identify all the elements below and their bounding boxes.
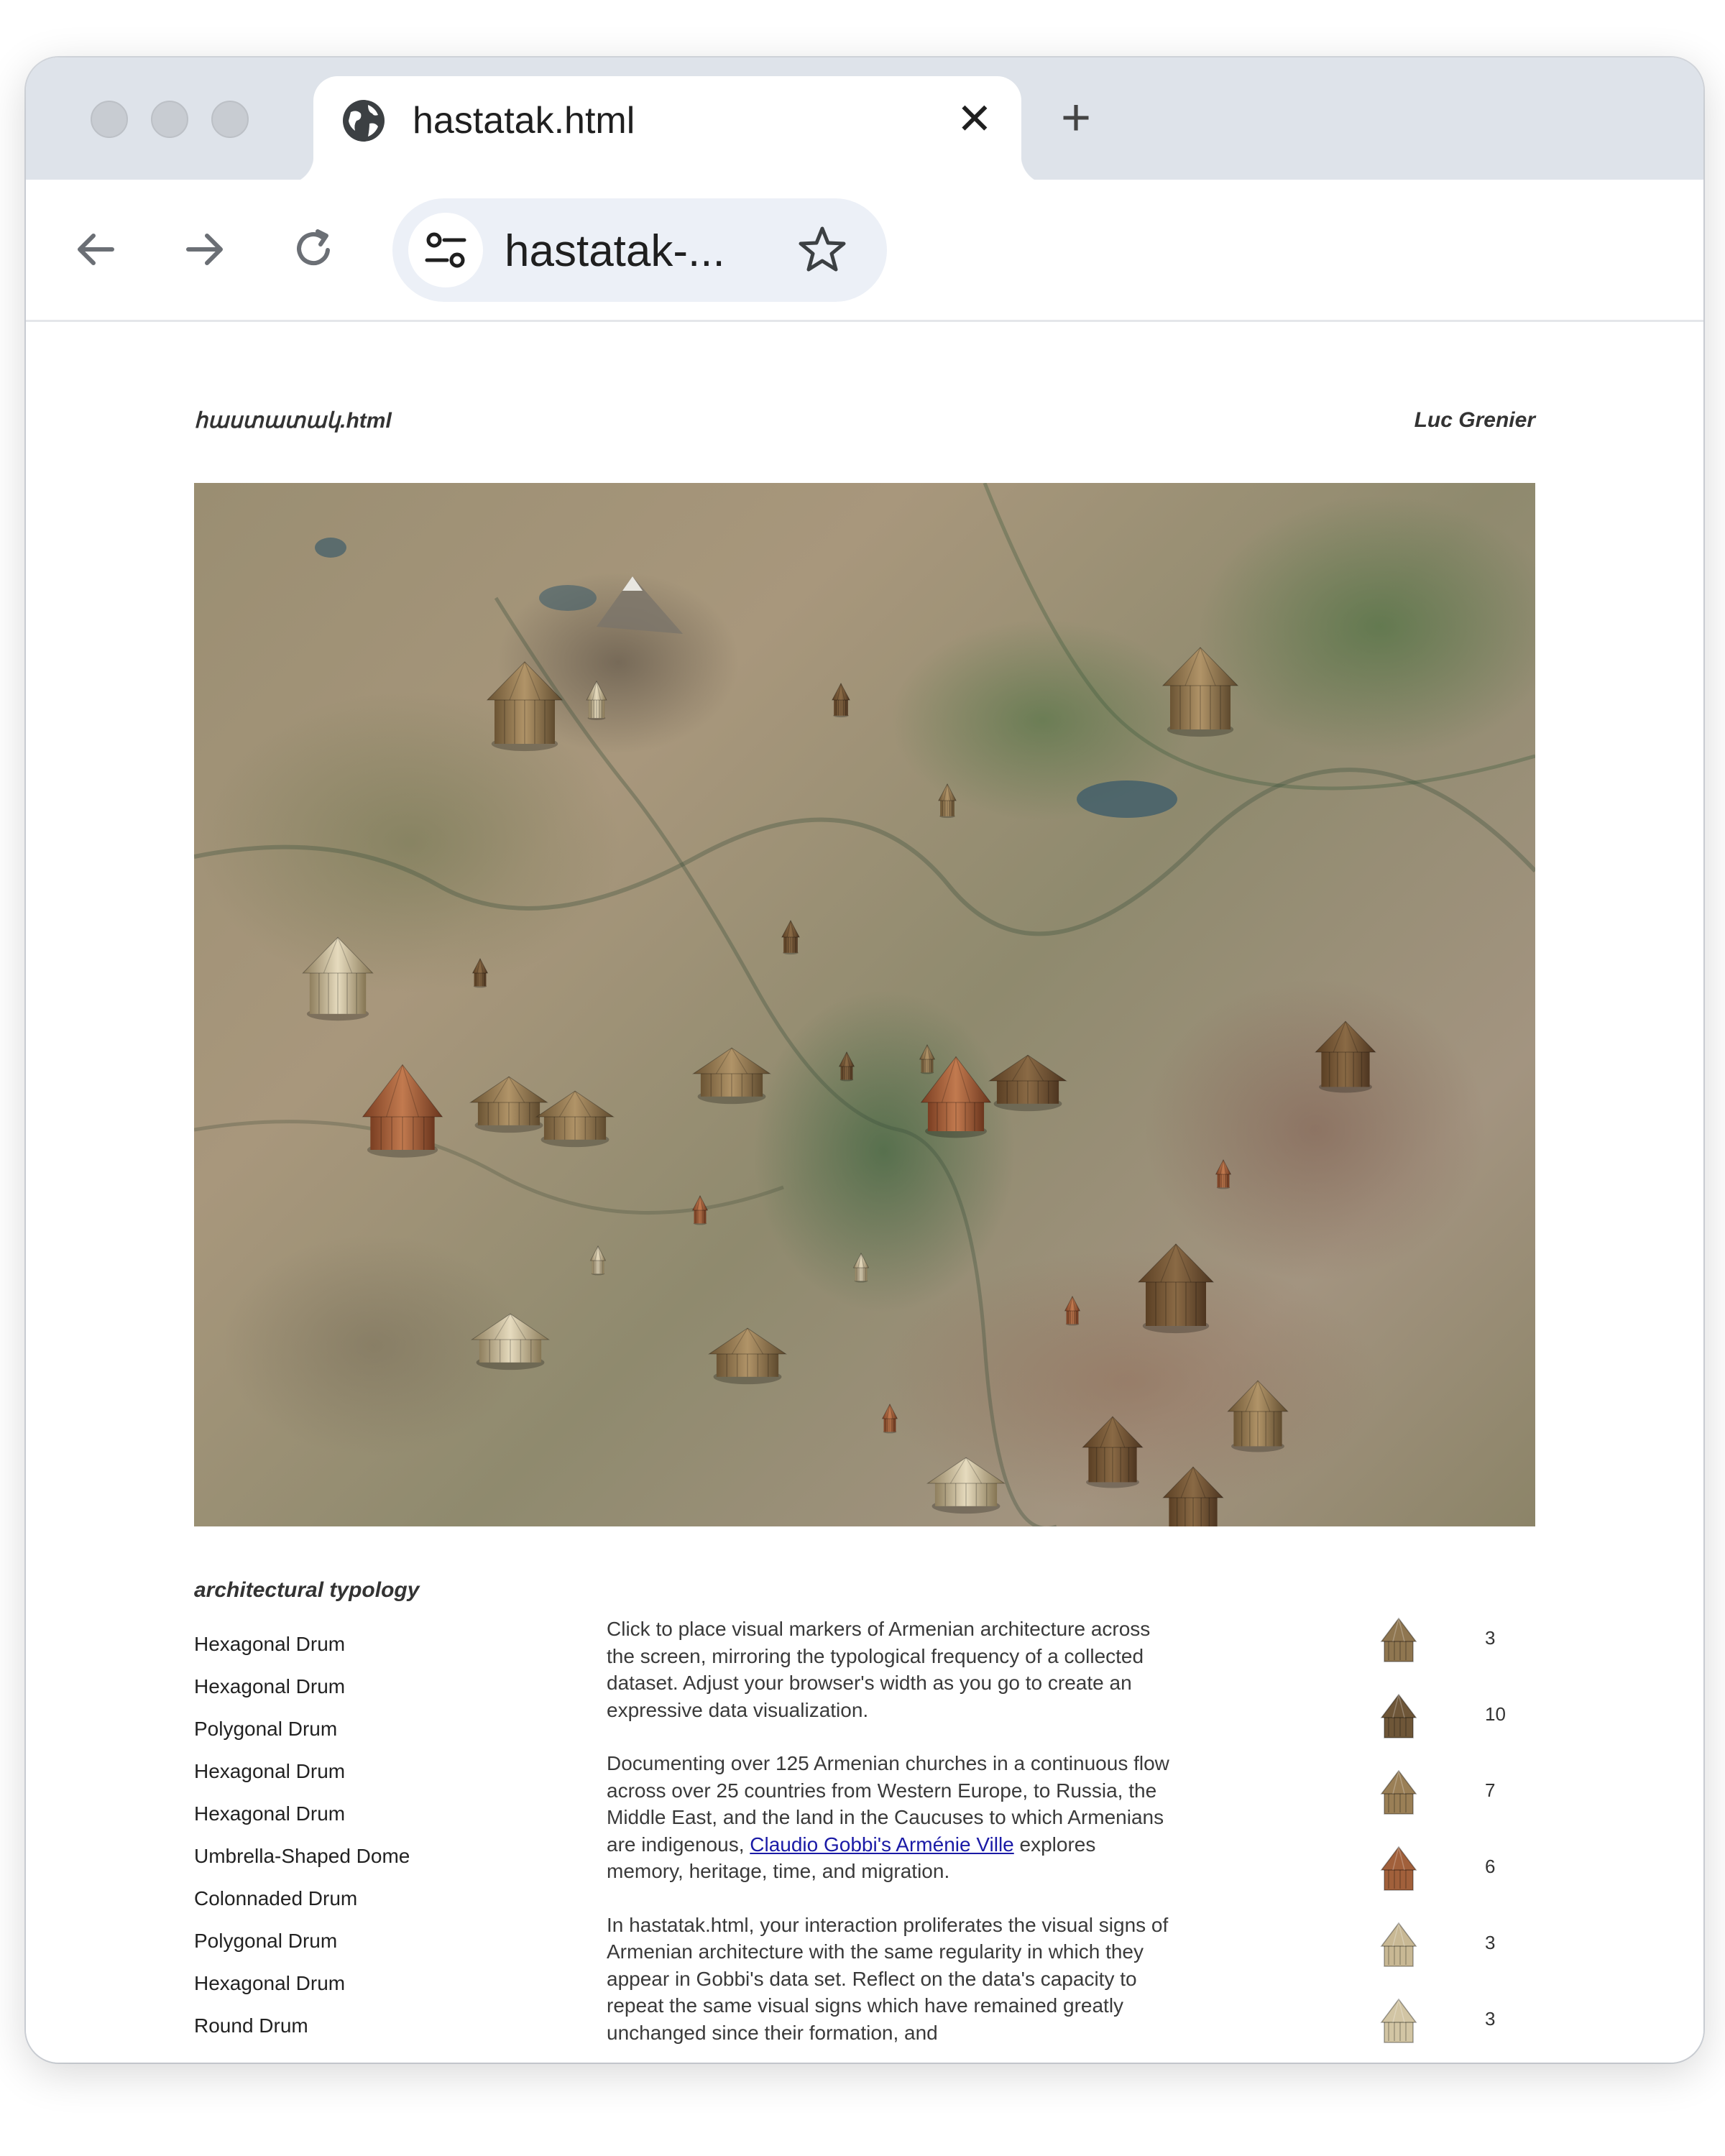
globe-icon <box>341 98 387 144</box>
gobbi-link[interactable]: Claudio Gobbi's Arménie Ville <box>750 1833 1014 1856</box>
typology-item: Polygonal Drum <box>194 1718 338 1740</box>
church-marker <box>883 1404 898 1433</box>
legend-row <box>1377 1920 1521 1996</box>
satellite-map-canvas[interactable] <box>194 483 1535 1526</box>
typology-item: Hexagonal Drum <box>194 1972 346 1994</box>
church-marker <box>363 1065 443 1158</box>
legend-count: 7 <box>1485 1779 1496 1801</box>
typology-item: Umbrella-Shaped Dome <box>194 1845 410 1867</box>
church-marker-icon <box>1377 1844 1420 1894</box>
legend-row <box>1377 1616 1521 1692</box>
typology-item: Hexagonal Drum <box>194 1633 346 1655</box>
mountain-peak <box>597 576 683 634</box>
map-overlay <box>194 483 1535 1526</box>
river <box>496 598 1057 1526</box>
church-marker <box>303 937 372 1021</box>
typology-heading: architectural typology <box>194 1578 420 1602</box>
address-bar[interactable] <box>392 198 887 302</box>
church-marker <box>782 921 799 954</box>
maximize-window-button[interactable] <box>211 101 249 138</box>
church-marker <box>1216 1160 1231 1189</box>
architecture-markers <box>303 648 1375 1526</box>
legend-row <box>1377 1692 1521 1768</box>
description-text: Documenting over 125 Armenian churches in a continuous flow across over 25 countries from Western Europe, to Russia, the Middle East, and the land in the Caucuses to which Armenians are indigenous, <box>607 1752 1169 1856</box>
church-marker-icon <box>1377 1768 1420 1818</box>
church-marker <box>990 1055 1067 1111</box>
browser-toolbar <box>26 180 1703 322</box>
church-marker <box>939 784 956 818</box>
legend-count: 3 <box>1485 1932 1496 1953</box>
river <box>194 1122 783 1213</box>
close-window-button[interactable] <box>91 101 128 138</box>
church-marker <box>854 1253 869 1282</box>
tab-title: hastatak.html <box>413 100 635 142</box>
church-marker-icon <box>1377 1616 1420 1666</box>
minimize-window-button[interactable] <box>151 101 188 138</box>
browser-window <box>26 57 1703 2063</box>
church-marker <box>694 1048 770 1104</box>
typology-item: Round Drum <box>194 2014 308 2037</box>
lake <box>539 585 597 611</box>
description <box>607 1616 1174 2063</box>
church-marker <box>1163 648 1238 737</box>
site-settings-button[interactable] <box>408 213 483 287</box>
description-paragraph-1: Click to place visual markers of Armenian architecture across the screen, mirroring the typological frequency of a collected dataset. Adjust your browser's width as you go to create an expressive data visualization. <box>607 1618 1151 1721</box>
description-paragraph-2 <box>607 1750 1174 1885</box>
description-paragraph-3: In hastatak.html, your interaction proliferates the visual signs of Armenian architecture with the same regularity in which they appear in Gobbi's data set. Reflect on the data's capacity to repeat the same visual signs which have remained greatly unchanged since their formation, and <box>607 1913 1169 2044</box>
church-marker <box>709 1328 786 1384</box>
church-marker <box>832 683 850 717</box>
lake <box>1077 780 1177 818</box>
church-marker <box>591 1246 606 1275</box>
legend-count: 3 <box>1485 2008 1496 2030</box>
river <box>194 770 1535 934</box>
legend-count: 6 <box>1485 1856 1496 1877</box>
church-marker <box>1082 1416 1142 1488</box>
typology-item: Hexagonal Drum <box>194 1760 346 1782</box>
typology-item: Hexagonal Drum <box>194 1802 346 1825</box>
typology-item: Hexagonal Drum <box>194 1675 346 1697</box>
tune-icon <box>408 213 483 287</box>
church-marker <box>1228 1381 1287 1452</box>
church-marker <box>1065 1296 1080 1325</box>
author-name: Luc Grenier <box>1414 408 1535 432</box>
web-page <box>26 322 1703 2063</box>
snow-cap <box>622 576 643 591</box>
window-controls <box>91 101 249 138</box>
new-tab-button[interactable]: + <box>1061 89 1092 147</box>
legend-count: 10 <box>1485 1703 1506 1725</box>
forward-arrow-icon[interactable] <box>180 224 230 275</box>
church-marker <box>840 1052 855 1081</box>
url-text: hastatak-... <box>505 226 725 276</box>
legend-count: 3 <box>1485 1627 1496 1649</box>
church-marker <box>1315 1021 1375 1092</box>
page-title: հաստատակ.html <box>194 409 392 433</box>
church-marker <box>1138 1244 1213 1333</box>
tab-bar <box>26 57 1703 180</box>
reload-icon[interactable] <box>289 224 339 275</box>
church-marker <box>471 1077 548 1133</box>
close-tab-icon[interactable]: ✕ <box>956 95 993 143</box>
browser-tab[interactable] <box>313 76 1021 184</box>
church-marker <box>928 1457 1005 1514</box>
typology-item: Polygonal Drum <box>194 1930 338 1952</box>
church-marker <box>920 1045 935 1074</box>
back-arrow-icon[interactable] <box>70 224 121 275</box>
legend-row <box>1377 1996 1521 2063</box>
church-marker <box>472 1314 549 1370</box>
lake <box>315 538 346 558</box>
church-marker <box>473 959 488 987</box>
church-marker-icon <box>1377 1996 1420 2047</box>
church-marker <box>586 681 607 720</box>
church-marker <box>537 1091 614 1147</box>
typology-legend <box>1377 1616 1521 2063</box>
typology-list <box>194 1631 410 2055</box>
description-text: explores memory, heritage, time, and migration. <box>607 1833 1096 1882</box>
river <box>985 483 1535 788</box>
church-marker <box>487 662 562 751</box>
legend-row <box>1377 1768 1521 1844</box>
church-marker-icon <box>1377 1692 1420 1742</box>
bookmark-star-icon[interactable] <box>795 223 850 277</box>
church-marker <box>1163 1467 1223 1526</box>
church-marker-icon <box>1377 1920 1420 1971</box>
legend-row <box>1377 1844 1521 1920</box>
church-marker <box>693 1196 708 1225</box>
typology-item: Colonnaded Drum <box>194 1887 358 1909</box>
